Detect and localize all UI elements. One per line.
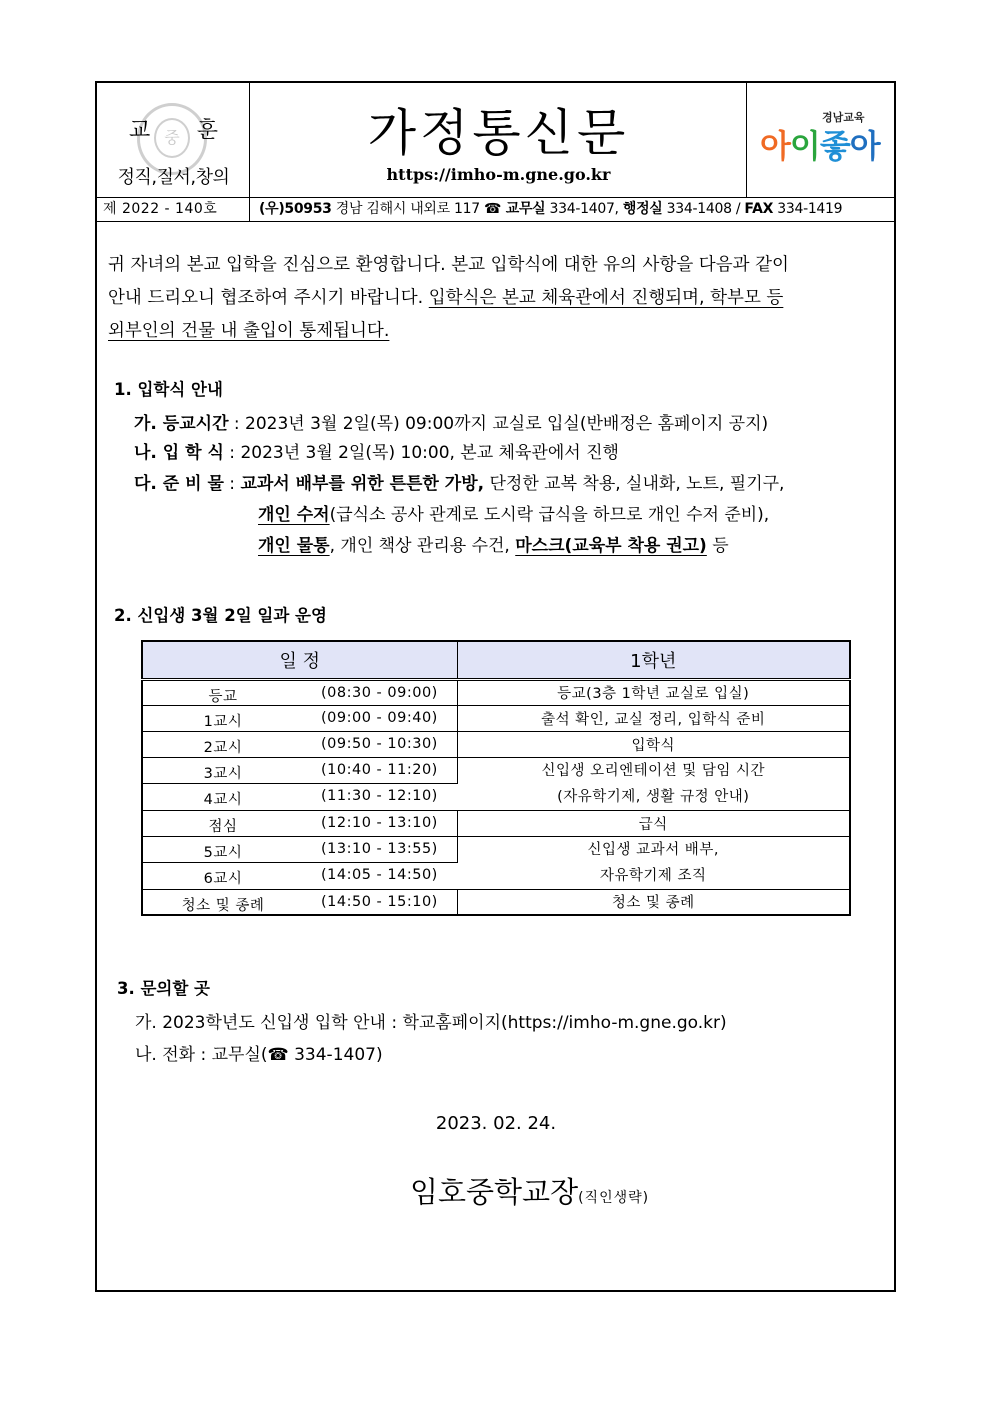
section-3-title: 3. 문의할 곳 — [117, 979, 210, 998]
contact-phone-prefix: 나. 전화 : 교무실( — [135, 1045, 268, 1065]
item-text: 2023년 3월 2일(목) 09:00까지 교실로 입실(반배정은 홈페이지 공지) — [245, 414, 769, 434]
period-cell — [142, 836, 457, 863]
column-header-grade-1: 1학년 — [457, 641, 850, 679]
contact-phone-number: 334-1407) — [288, 1045, 383, 1065]
section-1-item-c — [134, 469, 784, 494]
period-name: 6교시 — [203, 871, 243, 887]
period-time: (13:10 - 13:55) — [321, 840, 438, 857]
prep-mask: 마스크(교육부 착용 권고) — [515, 536, 707, 556]
period-time: (12:10 - 13:10) — [321, 814, 438, 831]
section-1-item-a — [134, 409, 768, 434]
school-url-link[interactable]: https://imho-m.gne.go.kr — [386, 165, 611, 184]
section-1-title: 1. 입학식 안내 — [114, 380, 223, 399]
period-time: (11:30 - 12:10) — [321, 788, 438, 804]
office-phone: 334-1407, — [545, 201, 623, 217]
prep-etc: 등 — [706, 536, 729, 556]
table-row — [142, 810, 850, 836]
logo-char: 아 — [849, 127, 880, 165]
item-sep: : — [223, 474, 241, 494]
period-name: 등교 — [208, 688, 238, 705]
prep-towel: , 개인 책상 관리용 수건, — [329, 536, 516, 556]
table-header-row — [142, 641, 850, 679]
table-row — [142, 757, 850, 784]
prep-utensils-note: (급식소 공사 관계로 도시락 급식을 하므로 개인 수저 준비), — [329, 505, 770, 525]
period-cell — [142, 731, 457, 757]
section-1-item-c-line-2 — [258, 500, 769, 525]
activity-cell — [457, 757, 850, 810]
logo-subtitle: 경남교육 — [822, 111, 865, 124]
period-time: (14:05 - 14:50) — [321, 867, 438, 883]
activity-line: 신입생 오리엔테이션 및 담임 시간 — [541, 762, 766, 779]
table-row — [142, 889, 850, 915]
school-motto-cell — [97, 83, 250, 198]
motto-values: 정직,질서,창의 — [117, 167, 230, 188]
schedule-table — [141, 640, 851, 916]
title-cell — [251, 83, 747, 198]
table-row — [142, 679, 850, 705]
activity-cell: 등교(3층 1학년 교실로 입실) — [457, 679, 850, 705]
period-cell — [142, 757, 457, 784]
period-name: 점심 — [208, 818, 238, 835]
intro-notice: 외부인의 건물 내 출입이 통제됩니다. — [108, 321, 390, 341]
logo-char: 좋 — [819, 127, 850, 165]
motto-label-right: 훈 — [196, 118, 218, 143]
activity-cell — [457, 836, 850, 889]
contact-item-phone — [135, 1040, 383, 1065]
activity-cell: 청소 및 종례 — [457, 889, 850, 915]
motto-label — [97, 113, 250, 144]
logo-char: 이 — [789, 127, 820, 165]
period-cell — [142, 784, 457, 811]
education-logo — [748, 83, 894, 198]
section-1-item-b — [134, 438, 619, 463]
period-cell — [142, 679, 457, 705]
intro-notice: 입학식은 본교 체육관에서 진행되며, 학부모 등 — [428, 288, 784, 308]
intro-line-2 — [108, 282, 883, 315]
admin-label: 행정실 — [622, 201, 663, 217]
intro-line-1: 귀 자녀의 본교 입학을 진심으로 환영합니다. 본교 입학식에 대한 유의 사항을 다음과 같이 — [108, 255, 789, 275]
period-cell — [142, 705, 457, 731]
period-time: (14:50 - 15:10) — [321, 893, 438, 910]
period-name: 2교시 — [203, 739, 243, 756]
postal-code: (우)50953 — [259, 201, 332, 217]
fax-number: 334-1419 — [773, 201, 843, 217]
admin-phone: 334-1408 / — [662, 201, 745, 217]
item-text: 2023년 3월 2일(목) 10:00, 본교 체육관에서 진행 — [240, 443, 619, 463]
period-cell — [142, 810, 457, 836]
period-time: (09:00 - 09:40) — [321, 709, 438, 726]
period-time: (09:50 - 10:30) — [321, 735, 438, 752]
signature — [410, 1170, 649, 1211]
table-row — [142, 705, 850, 731]
contact-line — [251, 198, 894, 221]
prep-list: 단정한 교복 착용, 실내화, 노트, 필기구, — [484, 474, 785, 494]
seal-note: (직인생략) — [578, 1190, 650, 1206]
logo-char: 아 — [760, 127, 790, 165]
period-name: 3교시 — [203, 765, 243, 782]
period-cell — [142, 863, 457, 890]
newsletter-header — [97, 83, 894, 198]
logo-wordmark-icon — [760, 121, 880, 167]
period-name: 1교시 — [203, 713, 243, 730]
period-name: 5교시 — [203, 844, 243, 861]
signer-name: 임호중학교장 — [410, 1175, 579, 1209]
address: 경남 김해시 내외로 117 — [331, 201, 485, 217]
item-label: 가. 등교시간 — [134, 414, 229, 434]
table-row — [142, 731, 850, 757]
period-time: (10:40 - 11:20) — [321, 761, 438, 778]
item-sep: : — [228, 414, 246, 434]
prep-bottle: 개인 물통 — [258, 536, 330, 556]
period-cell — [142, 889, 457, 915]
item-sep: : — [223, 443, 241, 463]
info-bar — [97, 198, 894, 222]
item-label: 다. 준 비 물 — [134, 474, 224, 494]
page-title: 가정통신문 — [367, 104, 630, 162]
prep-utensils: 개인 수저 — [258, 505, 330, 525]
issue-number: 제 2022 - 140호 — [97, 198, 250, 221]
contact-item-homepage: 가. 2023학년도 신입생 입학 안내 : 학교홈페이지(https://imho-m.gne.go.kr) — [135, 1013, 727, 1033]
section-2-title: 2. 신입생 3월 2일 일과 운영 — [114, 606, 327, 625]
period-name: 청소 및 종례 — [181, 897, 265, 914]
activity-line: 신입생 교과서 배부, — [587, 841, 719, 858]
intro-text: 안내 드리오니 협조하여 주시기 바랍니다. — [108, 288, 429, 308]
activity-cell: 급식 — [457, 810, 850, 836]
period-name: 4교시 — [203, 792, 243, 808]
office-label: 교무실 — [501, 201, 546, 217]
activity-line: (자유학기제, 생활 규정 안내) — [557, 788, 750, 805]
activity-cell: 출석 확인, 교실 정리, 입학식 준비 — [457, 705, 850, 731]
table-row — [142, 836, 850, 863]
item-label: 나. 입 학 식 — [134, 443, 224, 463]
motto-label-left: 교 — [129, 118, 151, 143]
activity-cell: 입학식 — [457, 731, 850, 757]
activity-line: 자유학기제 조직 — [599, 867, 707, 884]
phone-icon: ☎ — [267, 1045, 289, 1065]
issue-date: 2023. 02. 24. — [435, 1113, 557, 1134]
intro-paragraph — [108, 249, 883, 348]
emblem-glyph: 중 — [154, 118, 190, 158]
fax-label: FAX — [744, 201, 774, 217]
column-header-schedule: 일 정 — [142, 641, 457, 679]
phone-icon: ☎ — [484, 201, 502, 217]
period-time: (08:30 - 09:00) — [321, 684, 438, 701]
intro-line-3 — [108, 315, 883, 348]
section-1-item-c-line-3 — [258, 531, 729, 556]
prep-bag: 교과서 배부를 위한 튼튼한 가방, — [240, 474, 485, 494]
